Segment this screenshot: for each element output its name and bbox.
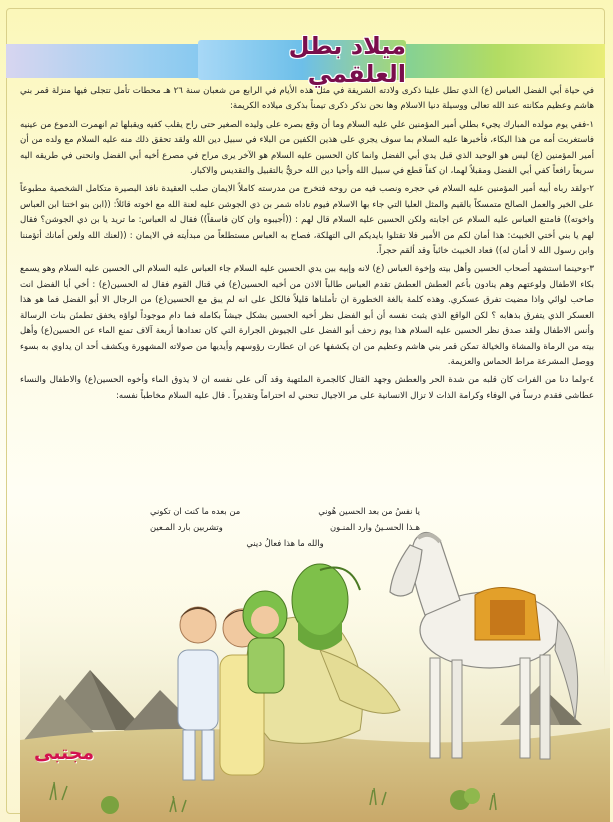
article-paragraph-4: ٤-ولما دنا من الفرات كان قلبه من شدة الحر والعطش وجهد القتال كالجمرة الملتهبة وقد آلى على نفسه ان لا يذوق الماء وأخوه الحسين(ع) والاطفال والنساء عطاشى فقدم درساً في الوفاء وكرامة الذات لا تزال الانسانية على مر الاجيال تنحني له احتراماً وتقديراً . قال عليه السلام مخاطباً نفسه: <box>20 375 594 401</box>
article-paragraph-2: ٢-ولقد رباه أبيه أمير المؤمنين عليه السلام في حجره ونصب فيه من روحه فتخرج من مدرسته كاملاً الايمان صلب العقيدة نافذ البصيرة متكامل الشخصية مطبوعاً على الخير والعمل الصالح متمسكاً بالقيم والمثل العليا التي جاء بها الاسلام فيوم ناداه شمر بن ذي الجوشن عليه لعنة الله مع اخوته قائلاً: ((ابن بنو اختنا ابن العباس واخوته)) فامتنع العباس عليه السلام عن اجابته ولكن الحسين عليه السلام قال لهم : ((أجيبوه وان كان فاسقاً)) فقال له العباس: ما تريد يا بن ذي الجوشن؟ فقال لهم يا بني أختي الخبيث: هذا أمان لكم من الأمير فلا تقتلوا بايديكم الى التهلكة، فصاح به العباس مستطلعاً من مبدأيته في الايمان : ((لعنك الله ولعن أمانك أتؤمننا وابن رسول الله لا أمان له)) فعاد الخبيث خائباً وقد ألقم حجراً. <box>20 184 594 257</box>
article-paragraph-intro: في حياة أبي الفضل العباس (ع) الذي تطل علينا ذكرى ولادته الشريفة في مثل هذه الأيام في الرابع من شعبان سنة ٢٦ هـ محطات تأمل تتجلى فيها منزلة قمر بني هاشم وعظيم مكانته عند الله تعالى ووسيلة دنيا الاسلام وها نحن نذكر ذكرى تيمناً بذكرى ميلاده الكريمة: <box>20 86 594 112</box>
title-box <box>198 32 406 88</box>
poem-verse: هـذا الحسـينُ وارد المنـون <box>329 522 420 532</box>
article-body <box>20 84 594 407</box>
article-paragraph-3: ٣-وحينما استشهد أصحاب الحسين وأهل بيته وإخوة العباس (ع) لانه وإبيه بين يدي الحسين عليه السلام جاء العباس عليه السلام الى الحسين عليه السلام وهو يسمع بكاء الاطفال ولوعتهم وهم ينادون بأعم العطش العطش تقدم العباس طالباً الاذن من أخيه الحسين(ع) في قتال القوم فقال له الحسين(ع) : أخي أبا الفضل انت صاحب لوائي واذا مضيت تفرق عسكري. وهذه كلمة بالغة الخطورة ان تأملناها قليلاً فالكل على انه لم يبق مع الحسين(ع) من الرجال الا أبو الفضل فما هو هذا العسكر الذي يتفرق بذهابه ؟ لكن الواقع الذي يثبت نفسه أن أبو الفضل نظر أخيه الحسين بشكل جيشاً بكامله فما دام موجوداً لواؤه يخفق تطمئن بنات الرسالة وأنس الاطفال ولقد صدق نظر الحسين عليه السلام هذا يوم زحف أبو الفضل على الجيوش الجرارة التي كان تعدادها أربعة آلاف تمنع الماء عن الحسين(ع) وأهل بيته من الرماة والمشاة والخيالة تمكن قمر بني هاشم وعظيم من ان يكشفها عن ان عطارت رؤوسهم وأيديها من صولاته المشهورة ويكشف أحد ان يداوي به بسوء ووصل المشرعة مراط الحماس والعزيمة. <box>20 264 594 367</box>
article-paragraph-1: ١-ففي يوم مولده المبارك يجيء بطلي أمير المؤمنين علي عليه السلام وما أن وقع بصره على وليده الصغير حتى راح يقلب كفيه ويقبلها ثم انهمرت الدموع من عينيه فاستغربت أمه من هذا البكاء، فأخبرها عليه السلام بما سوف يجري على هذين الكفين من البلاء في سبيل دين الله ولقد تحقق ذلك منه عليه السلام مع ولده من أن أمير المؤمنين (ع) ليس هو الوحيد الذي قبل يدي أبي الفضل وانما كان الحسين عليه السلام هو الآخر يرى مراح في مصرع أخيه أبي الفضل وانحنى في طريقه اليه سريعاً رافعاً كفي أبي الفضل ومقبلاً لهما، ان كفاً قطع في سبيل الله وأحيا دين الله حريٌّ بالتقبيل والتقديس والاكبار. <box>20 119 594 177</box>
poem-verse: يا نفسُ من بعد الحسين هُوني <box>318 506 420 516</box>
magazine-logo: مجتبى <box>34 742 95 764</box>
poem-line-2 <box>150 519 420 535</box>
poem-line-1 <box>150 503 420 519</box>
page-title: ميلاد بطل العلقمي <box>288 32 406 88</box>
poem-verse: والله ما هذا فعالُ ديني <box>246 538 324 548</box>
poem-verse: وتشربين بارد المـعين <box>150 522 223 532</box>
poem-line-3 <box>150 535 420 551</box>
poem <box>150 503 420 551</box>
poem-verse: من بعده ما كنت ان تكوني <box>150 506 241 516</box>
